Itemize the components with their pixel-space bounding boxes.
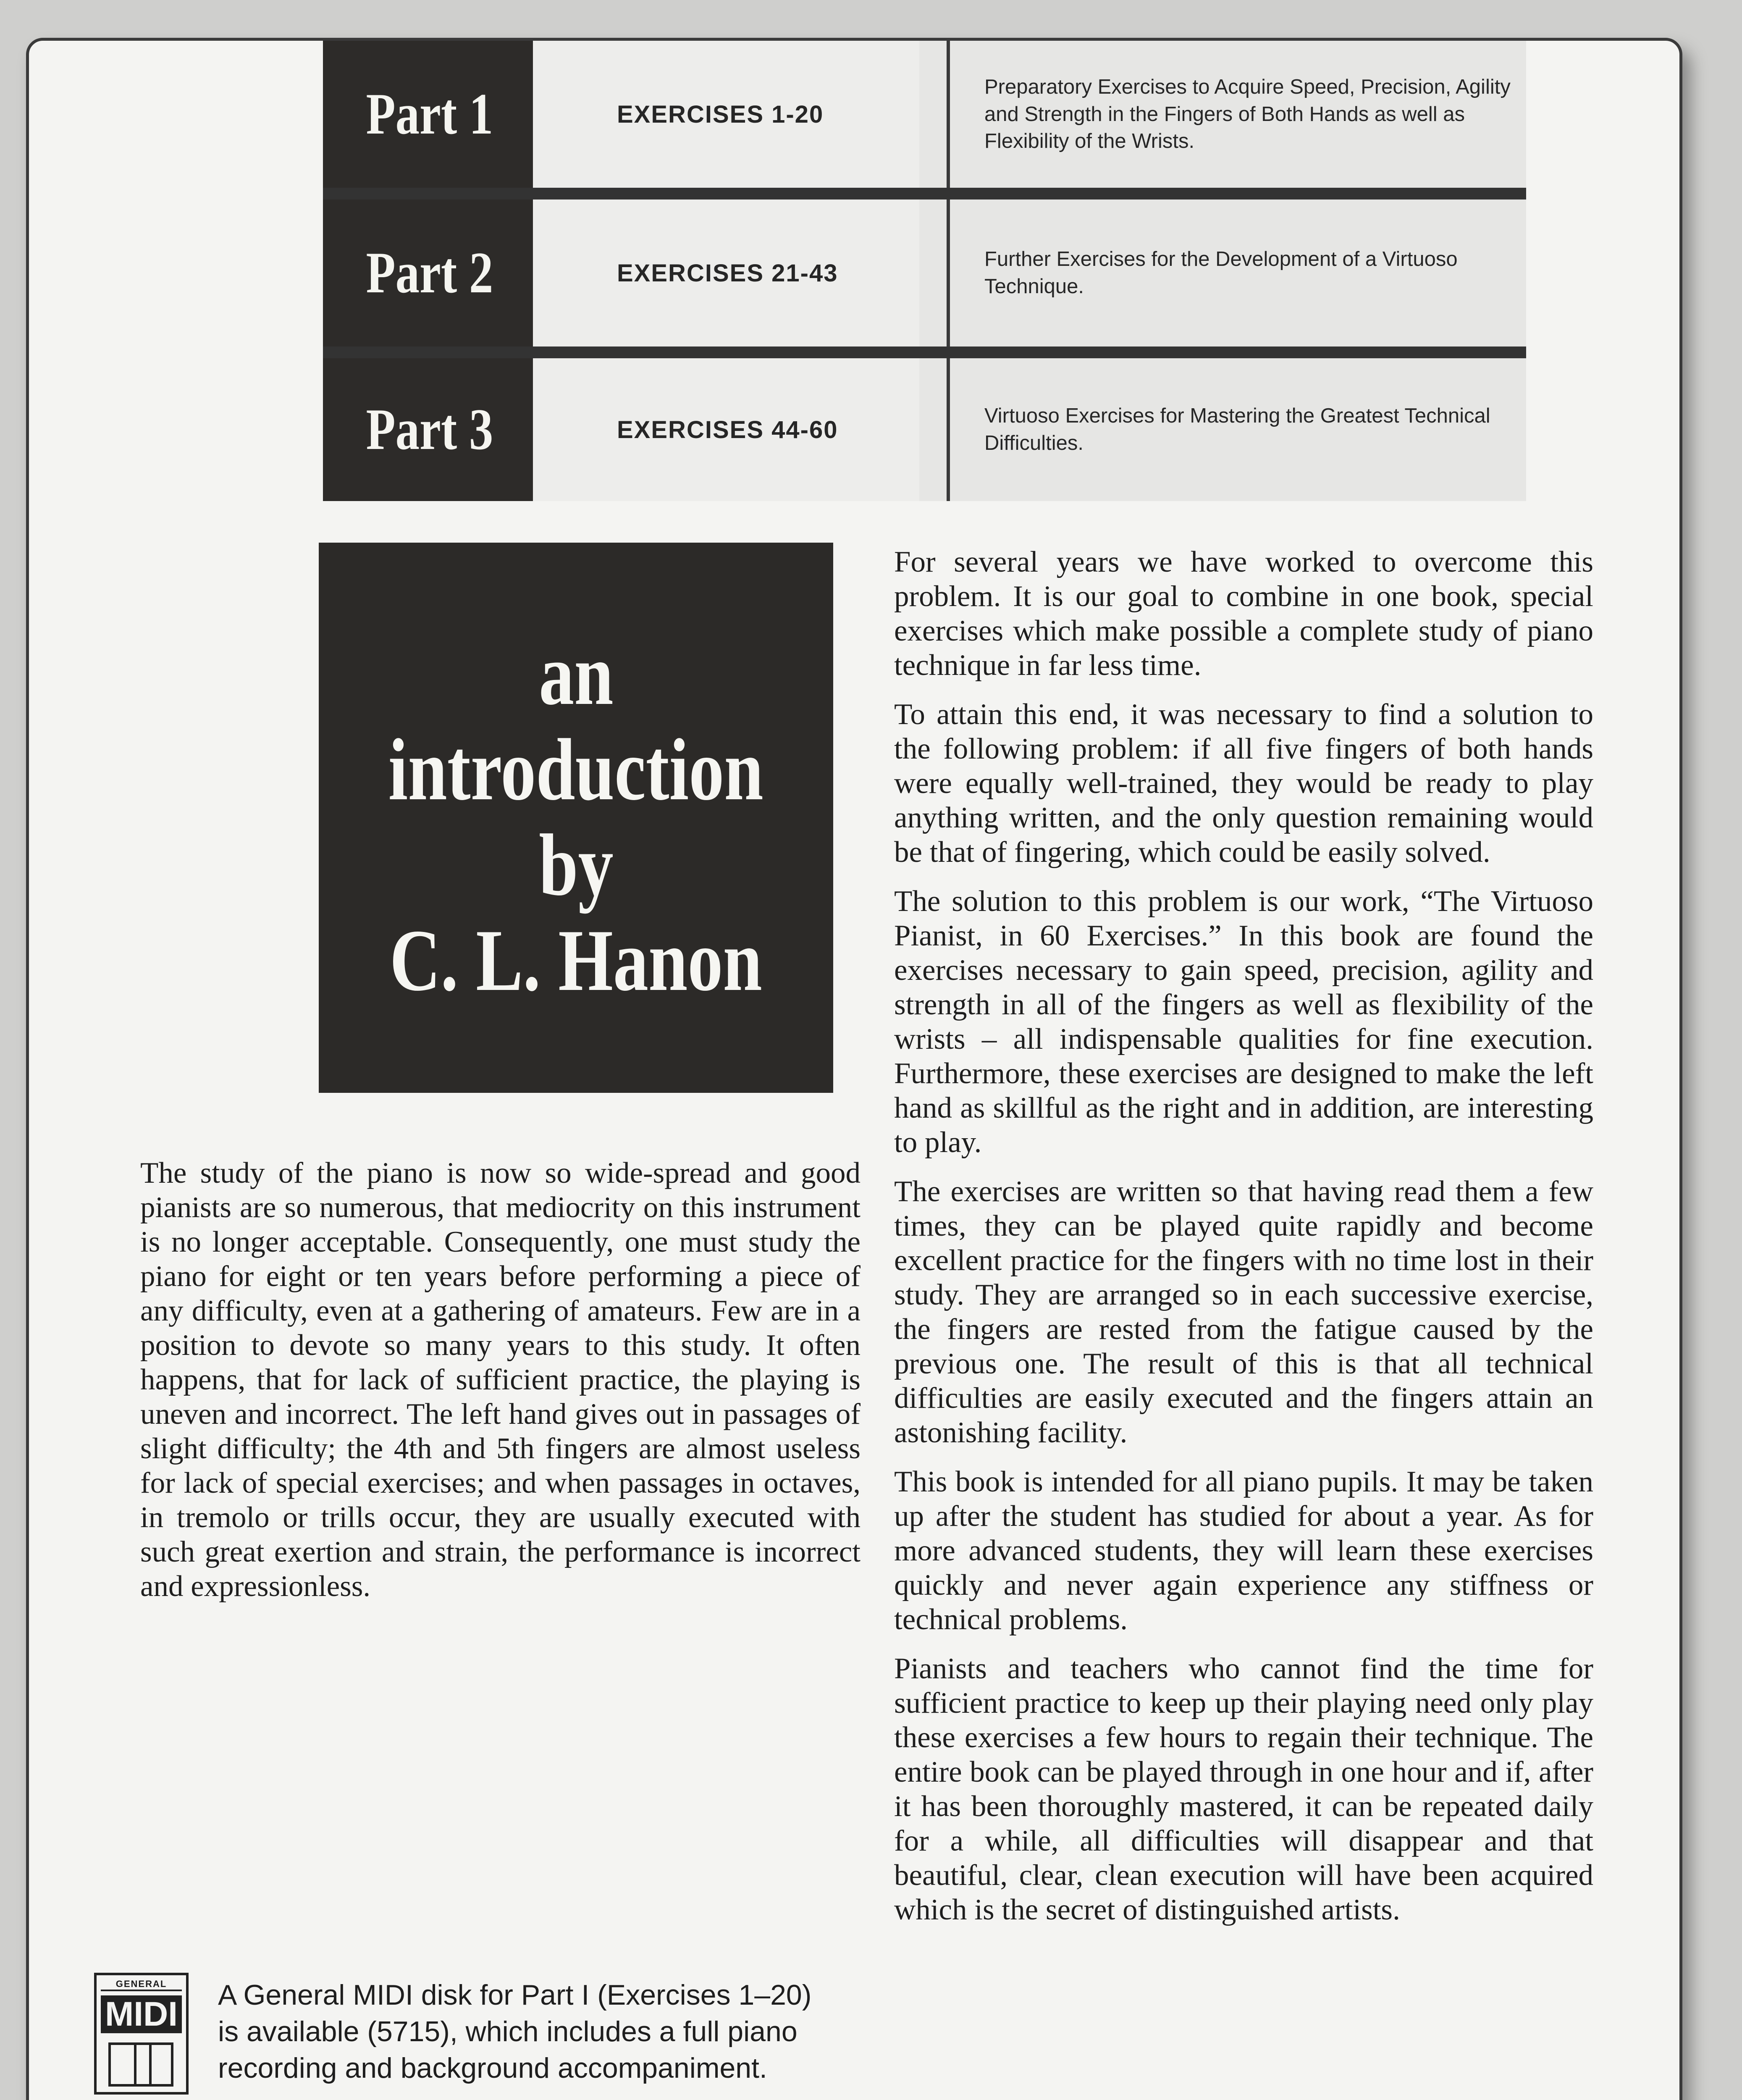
part-label: Part 2	[323, 200, 495, 346]
midi-logo-main-text: MIDI	[101, 1995, 182, 2033]
title-line-author: C. L. Hanon	[390, 911, 762, 1009]
part-label-box	[323, 200, 533, 346]
part-label-box	[323, 358, 533, 501]
parts-table	[323, 41, 1526, 506]
part-description: Further Exercises for the Development of a Virtuoso Technique.	[984, 248, 1458, 298]
intro-paragraph-left: The study of the piano is now so wide-spread and good pianists are so numerous, that mediocrity on this instrument is no longer acceptable. Consequently, one must study the piano for eight or ten years before performing a piece of any difficulty, even at a gathering of amateurs. Few are in a position to devote so many years to this study. It often happens, that for lack of sufficient practice, the playing is uneven and incorrect. The left hand gives out in passages of slight difficulty; the 4th and 5th fingers are almost useless for lack of special exercises; and when passages in octaves, in tremolo or trills occur, they are usually executed with such great exertion and strain, the performance is incorrect and expressionless.	[140, 1157, 861, 1603]
book-page	[26, 38, 1682, 2100]
floppy-disk-icon	[108, 2042, 173, 2087]
part-label-box	[323, 41, 533, 188]
midi-notice	[94, 1973, 892, 2099]
paragraph: The solution to this problem is our work, “The Virtuoso Pianist, in 60 Exercises.” In this book are found the exercises necessary to gain speed, precision, agility and strength in all of the fingers as well as flexibility of the wrists – all indispensable qualities for fine execution. Furthermore, these exercises are designed to make the left hand as skillful as the right and in addition, are interesting to play.	[894, 885, 1593, 1159]
midi-line: A General MIDI disk for Part I (Exercises 1–20)	[218, 1979, 812, 2011]
paragraph: To attain this end, it was necessary to find a solution to the following problem: if all five fingers of both hands were equally well-trained, they would be ready to play anything written, and the only question remaining would be that of fingering, which could be easily solved.	[894, 698, 1593, 869]
midi-line: recording and background accompaniment.	[218, 2052, 767, 2084]
part-label: Part 1	[323, 41, 495, 188]
part-exercises: EXERCISES 1-20	[533, 41, 919, 188]
title-line-an: an	[538, 626, 614, 724]
title-line-by: by	[538, 816, 614, 914]
paragraph: Pianists and teachers who cannot find the time for sufficient practice to keep up their playing need only play these exercises a few hours to regain their technique. The entire book can be played through in one hour and if, after it has been thoroughly mastered, it can be repeated daily for a while, all difficulties will disappear and that beautiful, clear, clean execution will have been acquired which is the secret of distinguished artists.	[894, 1652, 1593, 1926]
paragraph: This book is intended for all piano pupils. It may be taken up after the student has studied for about a year. As for more advanced students, they will learn these exercises quickly and never again experience any stiffness or technical problems.	[894, 1465, 1593, 1636]
general-midi-logo-icon	[94, 1973, 189, 2095]
part-divider	[947, 200, 950, 346]
paragraph: The exercises are written so that having read them a few times, they can be played quite rapidly and become excellent practice for the fingers with no time lost in their study. They are arranged so in each successive exercise, the fingers are rested from the fatigue caused by the previous one. The result of this is that all technical difficulties are easily executed and the fingers attain an astonishing facility.	[894, 1175, 1593, 1449]
midi-line: is available (5715), which includes a full piano	[218, 2016, 798, 2048]
title-box	[319, 543, 833, 1093]
part-description: Virtuoso Exercises for Mastering the Greatest Technical Difficulties.	[984, 404, 1490, 454]
intro-column-right	[894, 545, 1593, 1942]
part-exercises: EXERCISES 44-60	[533, 358, 919, 501]
paragraph: For several years we have worked to overcome this problem. It is our goal to combine in one book, special exercises which make possible a complete study of piano technique in far less time.	[894, 546, 1593, 682]
part-row-2	[323, 200, 1526, 358]
part-exercises: EXERCISES 21-43	[533, 200, 919, 346]
part-divider	[947, 358, 950, 501]
midi-logo-top-text: GENERAL	[101, 1979, 182, 1991]
part-row-1	[323, 41, 1526, 200]
part-label: Part 3	[323, 358, 495, 501]
part-description: Preparatory Exercises to Acquire Speed, Precision, Agility and Strength in the Fingers of Both Hands as well as Flexibility of the Wrists.	[984, 75, 1511, 153]
midi-description	[218, 1977, 898, 2087]
title-line-introduction: introduction	[388, 721, 764, 819]
part-divider	[947, 41, 950, 188]
part-row-3	[323, 358, 1526, 501]
